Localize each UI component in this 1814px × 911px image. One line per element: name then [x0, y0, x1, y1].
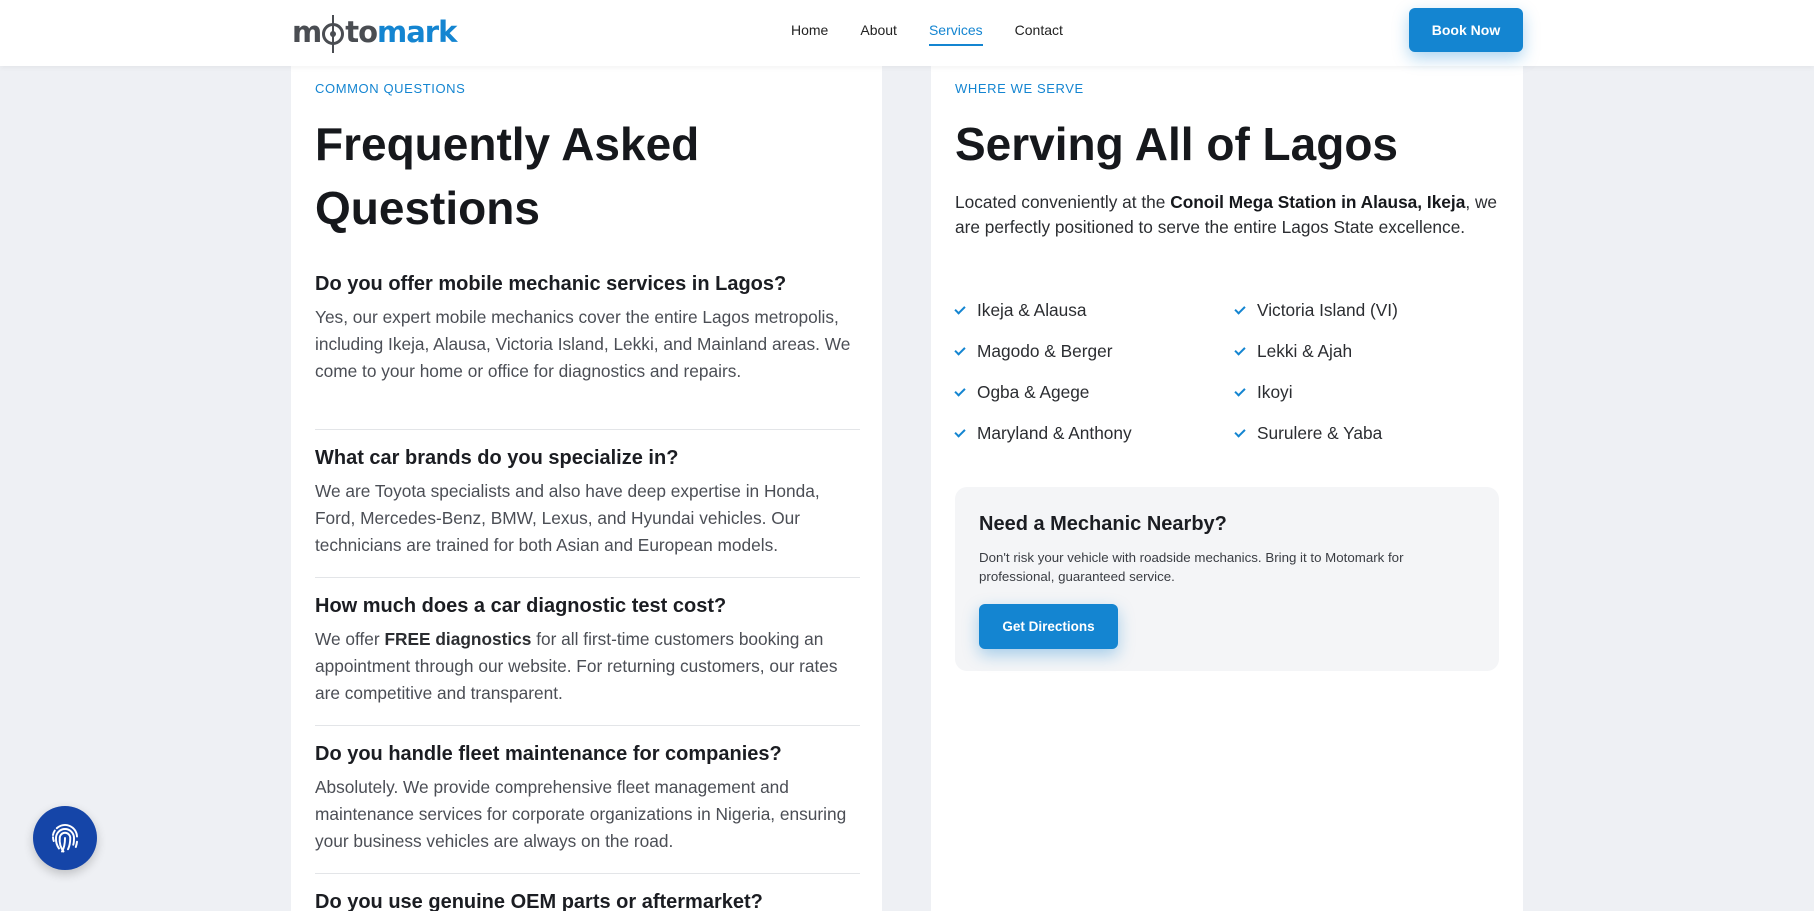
faq-item[interactable]	[315, 447, 860, 559]
faq-item[interactable]	[315, 743, 860, 855]
faq-answer: We are Toyota specialists and also have deep expertise in Honda, Ford, Mercedes-Benz, BMW, Lexus, and Hyundai vehicles. Our technicians are trained for both Asian and European models.	[315, 481, 820, 555]
faq-title-line1: Frequently Asked	[315, 118, 700, 170]
book-now-button[interactable]: Book Now	[1409, 8, 1523, 52]
check-icon	[1234, 344, 1245, 355]
faq-title-line2: Questions	[315, 182, 540, 234]
faq-item[interactable]	[315, 595, 860, 707]
faq-item[interactable]	[315, 891, 860, 911]
service-area-card	[931, 66, 1523, 911]
area-label: Ikoyi	[1257, 382, 1293, 402]
faq-answer-pre: We offer	[315, 629, 385, 649]
serve-intro-pre: Located conveniently at the	[955, 192, 1171, 212]
logo-text-mark: mark	[377, 15, 457, 49]
faq-answer	[315, 626, 860, 707]
check-icon	[1234, 303, 1245, 314]
area-label: Surulere & Yaba	[1257, 423, 1383, 443]
site-header	[0, 0, 1814, 66]
main-nav	[791, 22, 1095, 46]
area-item	[955, 382, 1089, 403]
check-icon	[954, 344, 965, 355]
serve-title: Serving All of Lagos	[955, 118, 1399, 170]
faq-answer-post: for all first-time customers booking an appointment through our website. For returning customers, our rates are competitive and transparent.	[315, 629, 838, 703]
faq-card	[291, 66, 882, 911]
check-icon	[954, 426, 965, 437]
fingerprint-icon	[47, 820, 83, 856]
nearby-title: Need a Mechanic Nearby?	[979, 513, 1227, 535]
free-diagnostics-highlight: FREE diagnostics	[384, 629, 532, 649]
area-item	[955, 341, 1112, 362]
area-item	[1235, 300, 1398, 321]
check-icon	[954, 303, 965, 314]
check-icon	[1234, 385, 1245, 396]
faq-answer: Absolutely. We provide comprehensive fleet management and maintenance services for corporate organizations in Nigeria, ensuring your business vehicles are always on the road.	[315, 777, 847, 851]
nav-about[interactable]: About	[860, 22, 897, 38]
area-item	[1235, 341, 1352, 362]
faq-divider	[315, 577, 860, 578]
area-label: Ikeja & Alausa	[977, 300, 1087, 320]
get-directions-button[interactable]: Get Directions	[979, 604, 1118, 649]
area-item	[955, 300, 1087, 321]
nearby-text: Don't risk your vehicle with roadside mechanics. Bring it to Motomark for professional, guaranteed service.	[979, 550, 1404, 584]
faq-divider	[315, 725, 860, 726]
nav-contact[interactable]: Contact	[1014, 22, 1063, 38]
faq-answer: Yes, our expert mobile mechanics cover the entire Lagos metropolis, including Ikeja, Alausa, Victoria Island, Lekki, and Mainland areas. We come to your home or office for diagnostics and repairs.	[315, 307, 851, 381]
faq-divider	[315, 429, 860, 430]
area-label: Ogba & Agege	[977, 382, 1090, 402]
serve-eyebrow: WHERE WE SERVE	[955, 81, 1084, 96]
area-label: Magodo & Berger	[977, 341, 1113, 361]
logo-wheel-icon	[322, 23, 344, 45]
faq-question: Do you use genuine OEM parts or aftermarket?	[315, 891, 763, 911]
nav-home[interactable]: Home	[791, 22, 829, 38]
faq-item[interactable]	[315, 273, 860, 385]
serve-intro	[955, 190, 1500, 240]
area-label: Maryland & Anthony	[977, 423, 1132, 443]
nav-services[interactable]: Services	[929, 22, 983, 46]
serve-location-highlight: Conoil Mega Station in Alausa, Ikeja	[1170, 192, 1466, 212]
area-label: Lekki & Ajah	[1257, 341, 1353, 361]
faq-question: Do you offer mobile mechanic services in Lagos?	[315, 273, 787, 295]
faq-divider	[315, 873, 860, 874]
mechanic-nearby-box	[955, 487, 1499, 671]
check-icon	[1234, 426, 1245, 437]
serve-intro-post: , we are perfectly positioned to serve the entire Lagos State excellence.	[955, 192, 1498, 237]
faq-question: What car brands do you specialize in?	[315, 447, 679, 469]
area-item	[955, 423, 1132, 444]
motomark-logo[interactable]	[292, 12, 456, 52]
fingerprint-button[interactable]	[33, 806, 97, 870]
faq-question: How much does a car diagnostic test cost?	[315, 595, 727, 617]
area-item	[1235, 423, 1382, 444]
check-icon	[954, 385, 965, 396]
logo-text-m: m	[292, 15, 322, 49]
faq-question: Do you handle fleet maintenance for companies?	[315, 743, 782, 765]
logo-text-to: to	[345, 15, 378, 49]
faq-eyebrow: COMMON QUESTIONS	[315, 81, 466, 96]
area-label: Victoria Island (VI)	[1257, 300, 1398, 320]
area-item	[1235, 382, 1293, 403]
